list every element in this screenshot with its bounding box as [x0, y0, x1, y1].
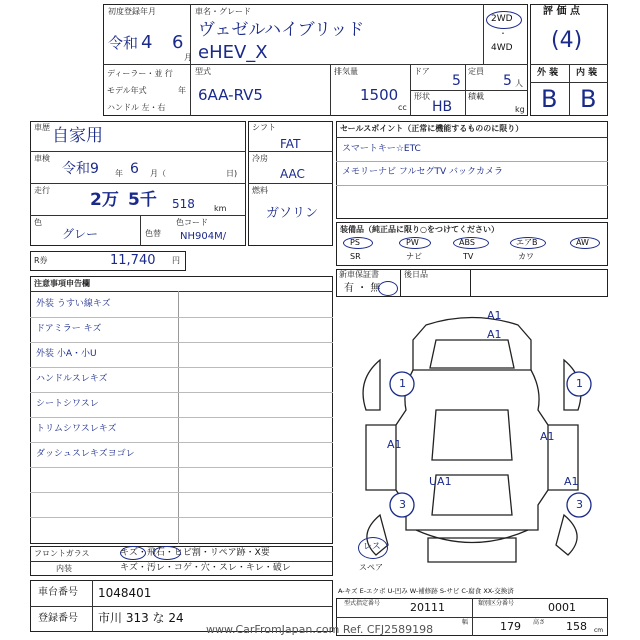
warranty-value: 有 ・ 無 — [344, 283, 381, 294]
reg-month: 6 — [172, 32, 184, 53]
front-glass-label: フロントガラス — [34, 549, 90, 558]
width-value: 179 — [500, 620, 521, 633]
damage-mark: UA1 — [429, 475, 452, 488]
height-label: 高さ — [533, 619, 546, 626]
capacity-value: 5 — [503, 73, 512, 89]
color-change-label: 色替 — [145, 229, 161, 238]
cc-unit: cc — [398, 103, 407, 112]
color-value: グレー — [62, 227, 99, 241]
later-box — [400, 269, 608, 297]
equipment-title: 装備品（純正品に限り○をつけてください） — [340, 225, 499, 234]
width-label: 幅 — [462, 619, 469, 626]
fuel-label: 燃料 — [252, 186, 268, 195]
wheel-mark: 1 — [399, 377, 406, 390]
type-spec-value: 20111 — [410, 601, 445, 614]
yen-unit: 円 — [172, 256, 180, 265]
color-code-label: 色コード — [176, 218, 208, 227]
equip-ps: PS — [350, 238, 360, 247]
reg-no-value: 市川 313 な 24 — [98, 611, 184, 625]
car-no-value: 1048401 — [98, 586, 152, 600]
inspection-month: 6 — [130, 161, 139, 177]
mileage-sen: 5千 — [128, 190, 157, 210]
damage-mark: A1 — [487, 309, 502, 322]
recycle-box — [30, 251, 186, 271]
equip-abs: ABS — [459, 238, 475, 247]
inspection-year-unit: 年 — [115, 169, 123, 178]
displacement-value: 1500 — [360, 86, 399, 104]
sales-line-1: スマートキー☆ETC — [342, 144, 421, 154]
later-label: 後日品 — [404, 270, 428, 279]
mileage-rest: 518 — [172, 197, 195, 211]
interior-label: 内装 — [56, 564, 72, 573]
model-year-unit: 年 — [178, 86, 186, 95]
score-label: 評 価 点 — [543, 6, 580, 17]
door-label: ドア — [414, 67, 430, 76]
equip-pw: PW — [406, 238, 419, 247]
equip-leather: カワ — [518, 252, 534, 261]
warranty-label: 新車保証書 — [339, 270, 379, 279]
shape-value: HB — [432, 99, 453, 115]
cm-unit: cm — [594, 627, 604, 634]
mileage-label: 走行 — [34, 186, 50, 195]
reg-year: 4 — [141, 32, 153, 53]
wheel-mark: 3 — [576, 498, 583, 511]
front-glass-value: キズ・飛石・ヒビ割・リペア跡・X要 — [120, 548, 270, 558]
ac-label: 冷房 — [252, 154, 268, 163]
list-item: ドアミラー キズ — [36, 324, 102, 334]
dealer-label: ディーラー・並 行 — [107, 69, 173, 78]
list-item: ダッシュスレキズヨゴレ — [36, 449, 135, 459]
fuel-value: ガソリン — [266, 206, 319, 221]
first-reg-label: 初度登録年月 — [108, 7, 156, 16]
color-code-value: NH904M/ — [180, 231, 227, 242]
car-damage-diagram — [336, 300, 608, 585]
capacity-label: 定員 — [468, 67, 484, 76]
height-value: 158 — [566, 620, 587, 633]
car-grade: eHEV_X — [198, 42, 268, 63]
recycle-value: 11,740 — [110, 253, 156, 268]
class-label: 類別区分番号 — [478, 600, 515, 607]
list-item: 外装 小A・小U — [36, 349, 97, 359]
doors-value: 5 — [452, 73, 461, 89]
color-label: 色 — [34, 218, 42, 227]
equip-navi: ナビ — [406, 252, 422, 261]
kg-unit: kg — [515, 105, 525, 114]
equip-sr: SR — [350, 252, 361, 261]
equip-tv: TV — [463, 252, 474, 261]
spare-mark: レス — [363, 542, 381, 552]
wheel-mark: 3 — [399, 498, 406, 511]
score-value: (4) — [551, 28, 583, 53]
inspection-label: 車検 — [34, 154, 50, 163]
inspection-month-unit: 月（ — [150, 169, 166, 178]
inspection-day-unit: 日) — [226, 169, 238, 178]
damage-mark: A1 — [387, 438, 402, 451]
reg-era: 令和 — [108, 34, 139, 52]
damage-mark: A1 — [487, 328, 502, 341]
shape-label: 形状 — [414, 92, 430, 101]
body-label: 車歴 — [34, 123, 50, 132]
recycle-label: R券 — [34, 256, 48, 265]
displacement-label: 排気量 — [334, 67, 358, 76]
drive-dot: ・ — [499, 29, 507, 38]
body-value: 自家用 — [52, 126, 103, 146]
shift-label: シフト — [252, 123, 276, 132]
spare-label: スペア — [359, 563, 383, 572]
watermark: www.CarFromJapan.com Ref. CFJ2589198 — [206, 623, 434, 636]
inspection-era: 令和9 — [62, 161, 99, 177]
car-no-label: 車台番号 — [38, 587, 78, 598]
interior-grade: B — [580, 85, 597, 113]
type-label: 型式 — [195, 67, 211, 76]
person-unit: 人 — [515, 79, 523, 88]
list-item: 外装 うすい線キズ — [36, 299, 111, 309]
load-label: 積載 — [468, 92, 484, 101]
km-unit: km — [214, 204, 227, 213]
model-code: 6AA-RV5 — [198, 86, 263, 104]
interior-value: キズ・汚レ・コゲ・穴・スレ・キレ・破レ — [120, 563, 291, 573]
reg-no-label: 登録番号 — [38, 613, 78, 624]
wheel-mark: 1 — [576, 377, 583, 390]
exterior-label: 外 装 — [537, 68, 559, 78]
name-label: 車名・グレード — [195, 7, 251, 16]
ac-value: AAC — [280, 167, 305, 181]
interior-label: 内 装 — [576, 68, 598, 78]
damage-legend: A-キズ E-エクボ U-凹み W-補修跡 S-サビ C-腐食 XX-交換済 — [338, 587, 514, 595]
type-spec-label: 型式指定番号 — [344, 600, 381, 607]
sales-line-2: メモリーナビ フルセグTV バックカメラ — [342, 167, 504, 177]
drive-2wd: 2WD — [491, 14, 513, 24]
shift-value: FAT — [280, 137, 301, 151]
sales-title: セールスポイント（正常に機能するもののに限り） — [340, 124, 524, 133]
exterior-grade: B — [541, 85, 558, 113]
list-item: ハンドルスレキズ — [36, 374, 108, 384]
notes-title: 注意事項申告欄 — [34, 279, 90, 288]
equip-airbag: エアB — [516, 238, 538, 247]
damage-mark: A1 — [540, 430, 555, 443]
damage-mark: A1 — [564, 475, 579, 488]
drive-4wd: 4WD — [491, 43, 513, 53]
class-value: 0001 — [548, 601, 576, 614]
model-year-label: モデル年式 — [107, 86, 147, 95]
list-item: シートシワスレ — [36, 399, 99, 409]
equip-aw: AW — [576, 238, 589, 247]
handle-label: ハンドル 左・右 — [107, 103, 166, 112]
mileage-man: 2万 — [90, 190, 119, 210]
reg-month-unit: 月 — [184, 53, 192, 62]
list-item: トリムシワスレキズ — [36, 424, 117, 434]
car-name: ヴェゼルハイブリッド — [198, 20, 365, 40]
